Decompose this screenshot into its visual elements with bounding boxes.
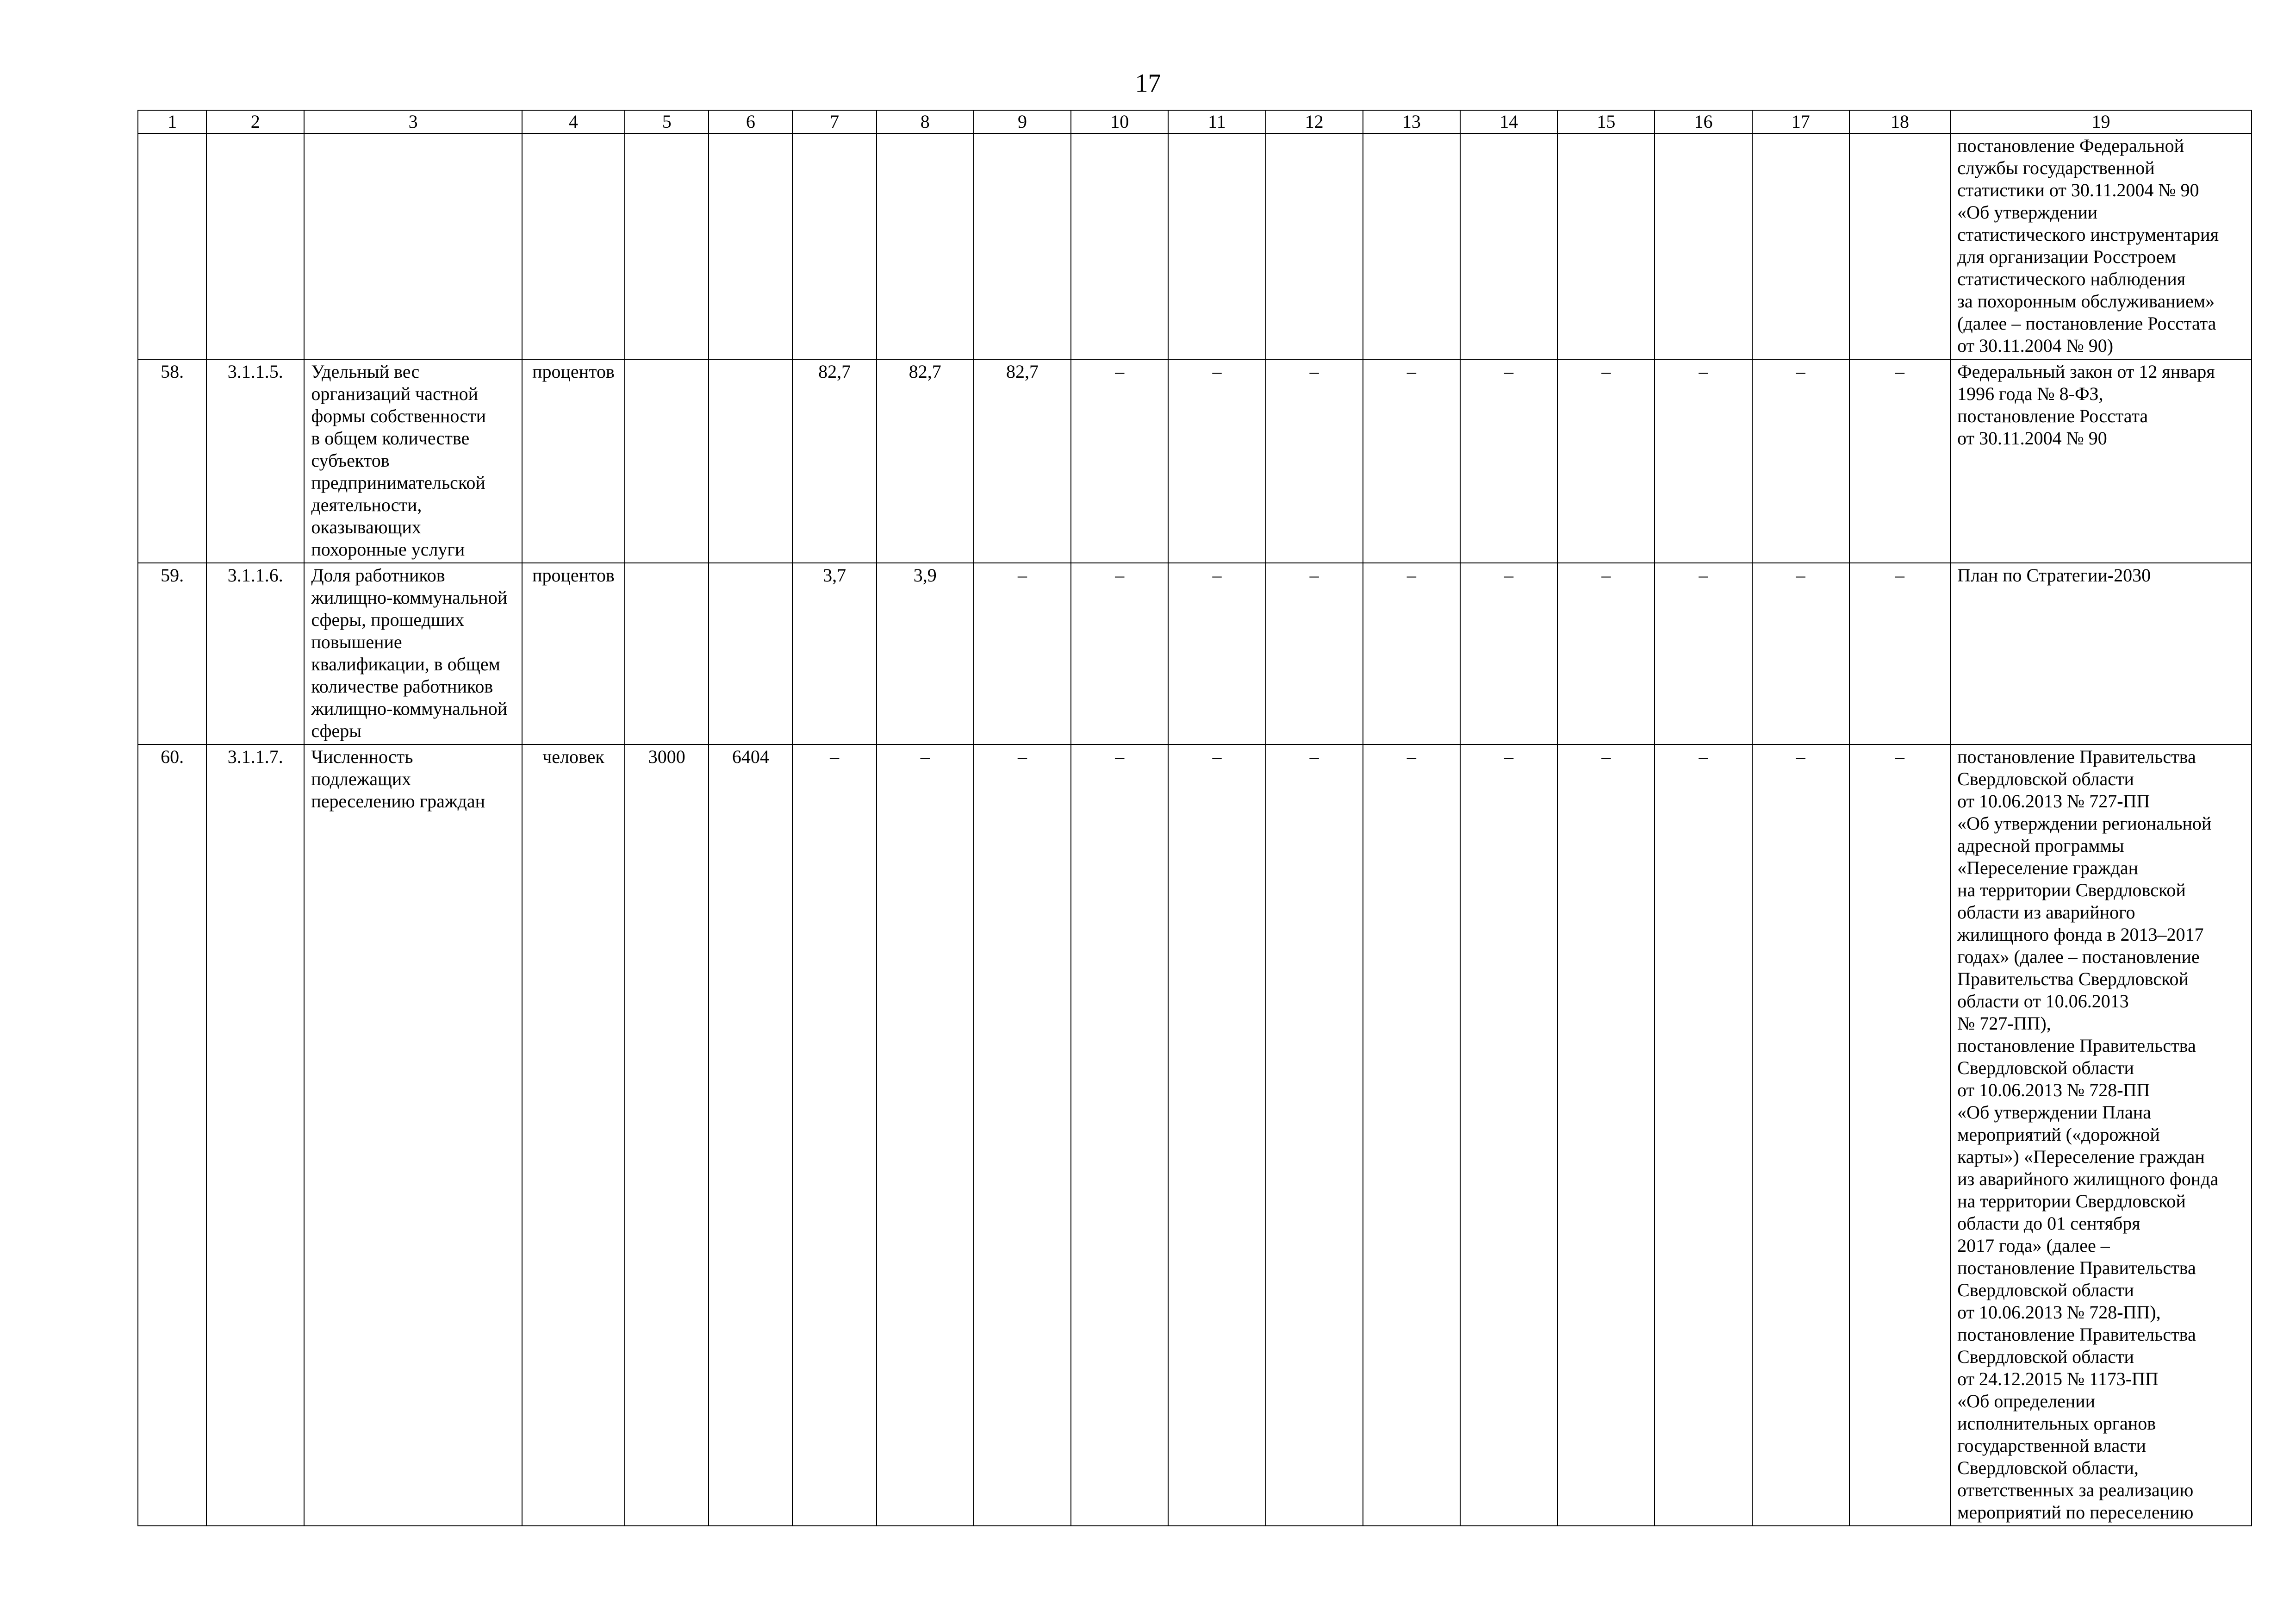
column-number-2: 2: [206, 110, 304, 133]
table-row: [138, 744, 2252, 1526]
table-cell-col-18: –: [1849, 744, 1950, 1526]
table-cell-col-8: [877, 133, 974, 359]
table-cell-col-6: [709, 133, 792, 359]
table-cell-col-2: 3.1.1.7.: [206, 744, 304, 1526]
table-cell-col-10: [1071, 133, 1168, 359]
table-cell-col-9: [974, 133, 1071, 359]
table-cell-col-7: [792, 133, 876, 359]
table-cell-col-13: –: [1363, 359, 1460, 563]
table-cell-col-7: 3,7: [792, 563, 876, 744]
column-number-6: 6: [709, 110, 792, 133]
table-cell-col-12: –: [1266, 359, 1363, 563]
column-number-8: 8: [877, 110, 974, 133]
column-number-9: 9: [974, 110, 1071, 133]
table-cell-col-13: –: [1363, 744, 1460, 1526]
column-number-1: 1: [138, 110, 206, 133]
table-cell-col-15: –: [1557, 744, 1655, 1526]
table-cell-col-15: –: [1557, 359, 1655, 563]
table-cell-col-8: 3,9: [877, 563, 974, 744]
table-cell-col-18: –: [1849, 359, 1950, 563]
table-cell-col-13: –: [1363, 563, 1460, 744]
column-number-10: 10: [1071, 110, 1168, 133]
table-cell-col-17: –: [1752, 359, 1849, 563]
table-cell-col-17: [1752, 133, 1849, 359]
table-cell-col-11: [1168, 133, 1265, 359]
table-cell-col-14: –: [1460, 744, 1557, 1526]
column-number-11: 11: [1168, 110, 1265, 133]
table-cell-col-17: –: [1752, 744, 1849, 1526]
table-cell-col-18: –: [1849, 563, 1950, 744]
table-cell-col-19: постановление Правительства Свердловской области от 10.06.2013 № 727-ПП «Об утверждении региональной адресной программы «Переселение граждан на территории Свердловской области из аварийного жилищного фонда в 2013–2017 годах» (далее – постановление Правительства Свердловской области от 10.06.2013 № 727-ПП), постановление Правительства Свердловской области от 10.06.2013 № 728-ПП «Об утверждении Плана мероприятий («дорожной карты») «Переселение граждан из аварийного жилищного фонда на территории Свердловской области до 01 сентября 2017 года» (далее – постановление Правительства Свердловской области от 10.06.2013 № 728-ПП), постановление Правительства Свердловской области от 24.12.2015 № 1173-ПП «Об определении исполнительных органов государственной власти Свердловской области, ответственных за реализацию мероприятий по переселению: [1950, 744, 2252, 1526]
table-cell-col-1: [138, 133, 206, 359]
table-cell-col-4: процентов: [522, 563, 625, 744]
table-cell-col-5: [625, 359, 709, 563]
table-cell-col-9: –: [974, 563, 1071, 744]
column-number-16: 16: [1655, 110, 1752, 133]
column-number-18: 18: [1849, 110, 1950, 133]
table-cell-col-5: [625, 563, 709, 744]
table-cell-col-3: Удельный вес организаций частной формы собственности в общем количестве субъектов предпринимательской деятельности, оказывающих похоронные услуги: [304, 359, 522, 563]
column-number-4: 4: [522, 110, 625, 133]
table-cell-col-9: 82,7: [974, 359, 1071, 563]
table-cell-col-6: 6404: [709, 744, 792, 1526]
table-cell-col-5: [625, 133, 709, 359]
table-cell-col-12: [1266, 133, 1363, 359]
table-cell-col-19: План по Стратегии-2030: [1950, 563, 2252, 744]
table-cell-col-19: Федеральный закон от 12 января 1996 года № 8-ФЗ, постановление Росстата от 30.11.2004 № 90: [1950, 359, 2252, 563]
indicators-table: [137, 110, 2252, 1526]
table-cell-col-13: [1363, 133, 1460, 359]
table-cell-col-14: [1460, 133, 1557, 359]
column-number-17: 17: [1752, 110, 1849, 133]
table-cell-col-3: Доля работников жилищно-коммунальной сферы, прошедших повышение квалификации, в общем количестве работников жилищно-коммунальной сферы: [304, 563, 522, 744]
table-cell-col-10: –: [1071, 359, 1168, 563]
table-cell-col-7: –: [792, 744, 876, 1526]
column-number-14: 14: [1460, 110, 1557, 133]
table-cell-col-8: –: [877, 744, 974, 1526]
table-cell-col-15: [1557, 133, 1655, 359]
table-cell-col-12: –: [1266, 563, 1363, 744]
column-number-13: 13: [1363, 110, 1460, 133]
table-cell-col-5: 3000: [625, 744, 709, 1526]
table-cell-col-12: –: [1266, 744, 1363, 1526]
table-cell-col-10: –: [1071, 563, 1168, 744]
table-cell-col-11: –: [1168, 359, 1265, 563]
table-cell-col-8: 82,7: [877, 359, 974, 563]
table-cell-col-14: –: [1460, 359, 1557, 563]
table-cell-col-16: –: [1655, 563, 1752, 744]
table-cell-col-14: –: [1460, 563, 1557, 744]
table-cell-col-2: [206, 133, 304, 359]
table-cell-col-3: [304, 133, 522, 359]
table-cell-col-1: 59.: [138, 563, 206, 744]
table-cell-col-4: человек: [522, 744, 625, 1526]
table-cell-col-2: 3.1.1.5.: [206, 359, 304, 563]
table-cell-col-7: 82,7: [792, 359, 876, 563]
column-number-3: 3: [304, 110, 522, 133]
table-cell-col-16: –: [1655, 744, 1752, 1526]
table-cell-col-10: –: [1071, 744, 1168, 1526]
table-cell-col-11: –: [1168, 563, 1265, 744]
table-cell-col-19: постановление Федеральной службы государственной статистики от 30.11.2004 № 90 «Об утверждении статистического инструментария для организации Росстроем статистического наблюдения за похоронным обслуживанием» (далее – постановление Росстата от 30.11.2004 № 90): [1950, 133, 2252, 359]
table-cell-col-9: –: [974, 744, 1071, 1526]
table-cell-col-16: –: [1655, 359, 1752, 563]
table-row: [138, 563, 2252, 744]
table-cell-col-6: [709, 359, 792, 563]
table-cell-col-17: –: [1752, 563, 1849, 744]
table-cell-col-18: [1849, 133, 1950, 359]
table-cell-col-1: 58.: [138, 359, 206, 563]
table-cell-col-16: [1655, 133, 1752, 359]
table-cell-col-6: [709, 563, 792, 744]
table-row: [138, 359, 2252, 563]
column-number-15: 15: [1557, 110, 1655, 133]
table-cell-col-11: –: [1168, 744, 1265, 1526]
table-cell-col-1: 60.: [138, 744, 206, 1526]
table-cell-col-4: [522, 133, 625, 359]
table-cell-col-2: 3.1.1.6.: [206, 563, 304, 744]
column-number-12: 12: [1266, 110, 1363, 133]
table-row: [138, 133, 2252, 359]
column-number-7: 7: [792, 110, 876, 133]
table-cell-col-15: –: [1557, 563, 1655, 744]
column-number-19: 19: [1950, 110, 2252, 133]
page-number: 17: [1135, 69, 1161, 98]
table-cell-col-3: Численность подлежащих переселению граждан: [304, 744, 522, 1526]
column-number-row: [138, 110, 2252, 133]
column-number-5: 5: [625, 110, 709, 133]
table-cell-col-4: процентов: [522, 359, 625, 563]
